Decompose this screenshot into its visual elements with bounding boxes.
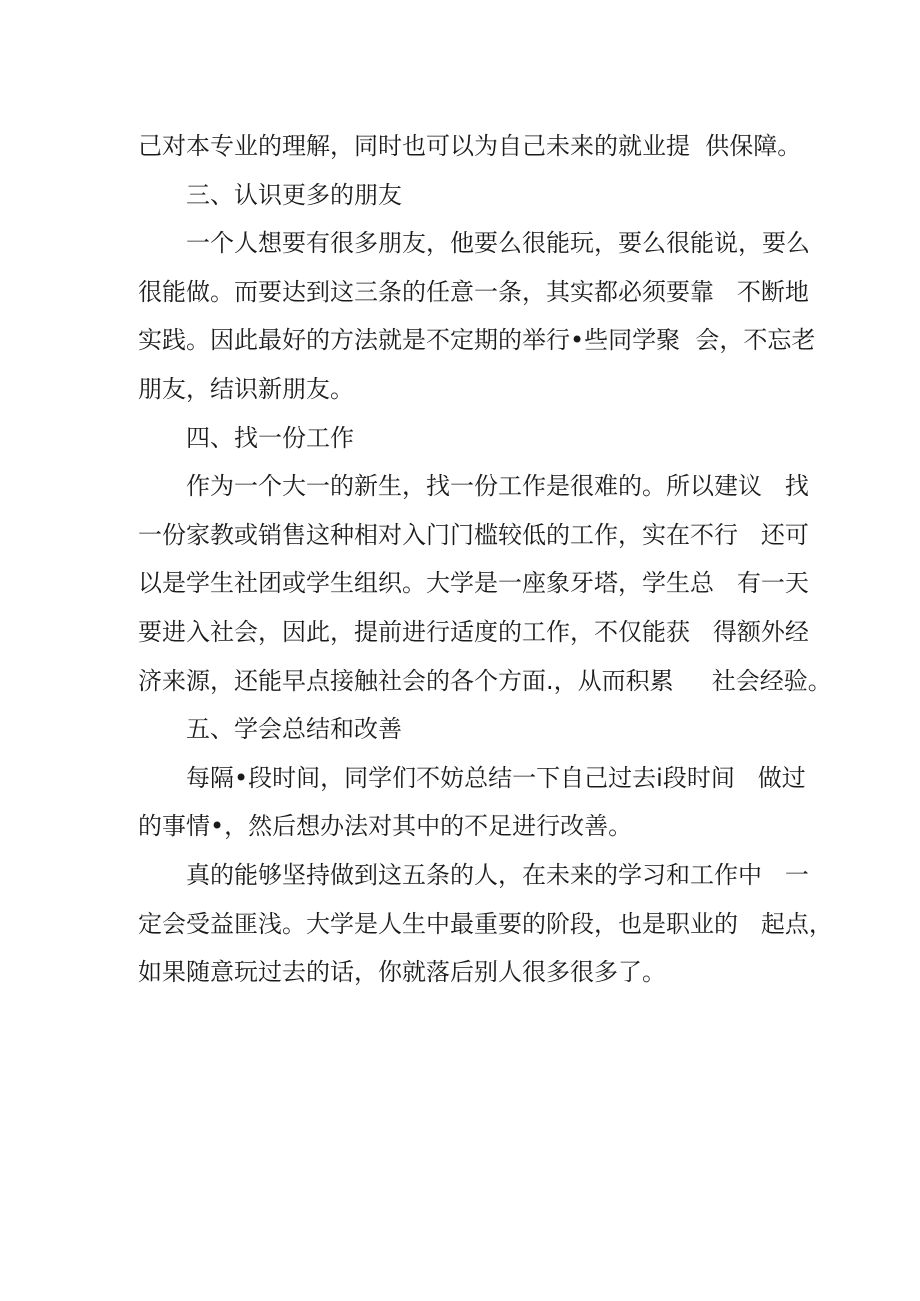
section-heading: 三、认识更多的朋友	[186, 180, 402, 209]
paragraph-line: 实践。因此最好的方法就是不定期的举行•些同学聚 会，不忘老	[138, 326, 816, 355]
paragraph-line: 一个人想要有很多朋友，他要么很能玩，要么很能说，要么	[186, 229, 810, 258]
paragraph-line: 己对本专业的理解，同时也可以为自己未来的就业提 供保障。	[138, 132, 802, 160]
paragraph-line: 真的能够坚持做到这五条的人，在未来的学习和工作中 一	[186, 860, 809, 889]
paragraph-line: 如果随意玩过去的话，你就落后别人很多很多了。	[138, 958, 666, 987]
section-heading: 四、找一份工作	[186, 423, 354, 452]
paragraph-line: 作为一个大一的新生，找一份工作是很难的。所以建议 找	[186, 472, 809, 501]
document-body	[138, 122, 833, 997]
paragraph-line: 一份家教或销售这种相对入门门槛较低的工作，实在不行 还可	[138, 520, 809, 549]
section-heading: 五、学会总结和改善	[186, 715, 402, 744]
paragraph-line: 要进入社会，因此，提前进行适度的工作，不仅能获 得额外经	[138, 617, 809, 646]
paragraph-line: 的事情•，然后想办法对其中的不足进行改善。	[138, 812, 633, 841]
paragraph-line: 济来源，还能早点接触社会的各个方面.，从而积累 社会经验。	[138, 666, 832, 695]
paragraph-line: 朋友，结识新朋友。	[138, 374, 354, 403]
paragraph-line: 定会受益匪浅。大学是人生中最重要的阶段，也是职业的 起点，	[138, 909, 833, 938]
paragraph-line: 很能做。而要达到这三条的任意一条，其实都必须要靠 不断地	[138, 277, 809, 306]
paragraph-line: 以是学生社团或学生组织。大学是一座象牙塔，学生总 有一天	[138, 569, 809, 598]
paragraph-line: 每隔•段时间，同学们不妨总结一下自己过去i段时间 做过	[186, 763, 806, 792]
